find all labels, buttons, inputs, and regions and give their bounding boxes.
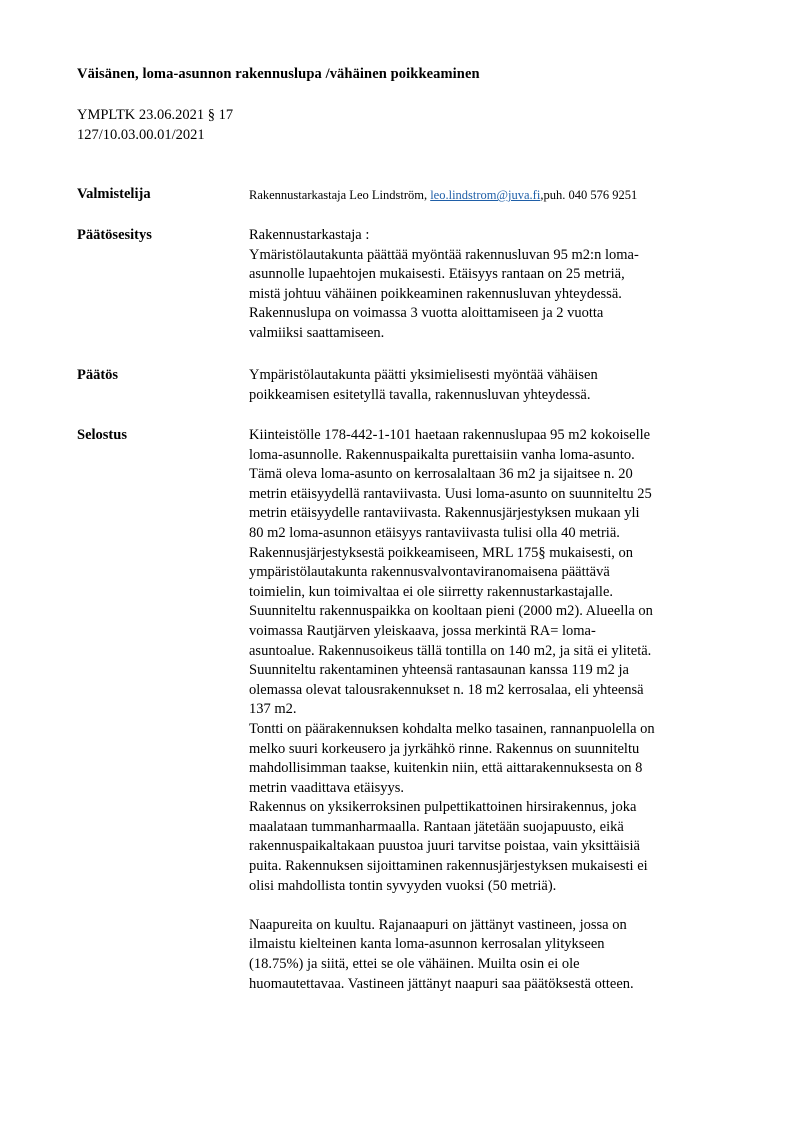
paatosesitys-line: Ymäristölautakunta päättää myöntää rakennusluvan 95 m2:n loma- <box>249 246 639 263</box>
selostus-line: 137 m2. <box>249 701 297 718</box>
selostus-line: metrin etäisyydellä rantaviivasta. Uusi loma-asunto on suunniteltu 25 <box>249 485 652 502</box>
selostus-line: asuntoalue. Rakennusoikeus tällä tontilla on 140 m2, ja sitä ei ylitetä. <box>249 642 652 659</box>
paatos-label: Päätös <box>77 367 119 383</box>
selostus-line: (18.75%) ja siitä, ettei se ole vähäinen. Muilta osin ei ole <box>249 956 580 973</box>
selostus-line: puita. Rakennuksen sijoittaminen rakennusjärjestyksen mukaisesti ei <box>249 858 648 875</box>
selostus-line: Suunniteltu rakentaminen yhteensä rantasaunan kanssa 119 m2 ja <box>249 662 629 679</box>
selostus-line: Rakennus on yksikerroksinen pulpettikattoinen hirsirakennus, joka <box>249 799 637 816</box>
paatos-line: Ympäristölautakunta päätti yksimielisesti myöntää vähäisen <box>249 367 598 383</box>
selostus-line: melko suuri korkeusero ja jyrkähkö rinne. Rakennus on suunniteltu <box>249 740 640 757</box>
valmistelija-text <box>249 188 637 203</box>
paatos-line: poikkeamisen esitetyllä tavalla, rakennusluvan yhteydessä. <box>249 386 591 403</box>
selostus-line: metrin etäisyydelle rantaviivasta. Rakennusjärjestyksen mukaan yli <box>249 505 640 522</box>
selostus-line: Rakennusjärjestyksestä poikkeamiseen, MRL 175§ mukaisesti, on <box>249 544 634 561</box>
selostus-line: Suunniteltu rakennuspaikka on kooltaan pieni (2000 m2). Alueella on <box>249 603 653 620</box>
selostus-line: Kiinteistölle 178-442-1-101 haetaan rakennuslupaa 95 m2 kokoiselle <box>249 427 651 443</box>
selostus-line: mahdollisimman taakse, kuitenkin niin, että aittarakennuksesta on 8 <box>249 760 643 777</box>
paatosesitys-line: Rakennustarkastaja : <box>249 227 370 243</box>
selostus-line: maalataan tummanharmaalla. Rantaan jätetään suojapuusto, eikä <box>249 818 624 835</box>
selostus-line: loma-asunnolle. Rakennuspaikalta purettaisiin vanha loma-asunto. <box>249 446 635 463</box>
selostus-line: voimassa Rautjärven yleiskaava, jossa merkintä RA= loma- <box>249 622 596 639</box>
selostus-line: Naapureita on kuultu. Rajanaapuri on jättänyt vastineen, jossa on <box>249 916 627 933</box>
selostus-body <box>249 426 749 994</box>
paatosesitys-line: mistä johtuu vähäinen poikkeaminen rakennusluvan yhteydessä. <box>249 285 622 302</box>
paatosesitys-line: Rakennuslupa on voimassa 3 vuotta aloittamiseen ja 2 vuotta <box>249 305 604 322</box>
paatosesitys-line: asunnolle lupaehtojen mukaisesti. Etäisyys rantaan on 25 metriä, <box>249 266 625 283</box>
paatosesitys-body <box>249 226 749 344</box>
document-title: Väisänen, loma-asunnon rakennuslupa /vähäinen poikkeaminen <box>77 66 480 82</box>
selostus-line: ympäristölautakunta rakennusvalvontaviranomaisena päättävä <box>249 564 610 581</box>
selostus-line: 80 m2 loma-asunnon etäisyys rantaviivasta tulisi olla 40 metriä. <box>249 524 620 541</box>
selostus-line: olisi mahdollista tontin syvyyden vuoksi (50 metriä). <box>249 877 557 894</box>
valmistelija-label: Valmistelija <box>77 186 151 202</box>
selostus-line: Tontti on päärakennuksen kohdalta melko tasainen, rannanpuolella on <box>249 720 655 737</box>
preparer-name: Rakennustarkastaja Leo Lindström, <box>249 188 431 202</box>
selostus-line: toimielin, kun toimivaltaa ei ole siirretty rakennustarkastajalle. <box>249 583 614 600</box>
meeting-reference: YMPLTK 23.06.2021 § 17 <box>77 107 234 123</box>
selostus-line: rakennuspaikaltakaan puustoa juuri tarvitse poistaa, vain yksittäisiä <box>249 838 640 855</box>
paatosesitys-line: valmiiksi saattamiseen. <box>249 324 385 341</box>
selostus-line: metrin vaadittava etäisyys. <box>249 779 405 796</box>
selostus-line: huomautettavaa. Vastineen jättänyt naapuri saa päätöksestä otteen. <box>249 975 634 992</box>
paatos-body <box>249 366 749 405</box>
record-number: 127/10.03.00.01/2021 <box>77 127 205 143</box>
selostus-line: Tämä oleva loma-asunto on kerrosalaltaan 36 m2 ja sijaitsee n. 20 <box>249 466 633 483</box>
phone-number: ,puh. 040 576 9251 <box>540 188 638 202</box>
paragraph-spacer <box>249 896 749 916</box>
selostus-line: olemassa olevat talousrakennukset n. 18 m2 kerrosalaa, eli yhteensä <box>249 681 644 698</box>
selostus-label: Selostus <box>77 427 127 443</box>
email-link[interactable]: leo.lindstrom@juva.fi <box>430 188 541 202</box>
selostus-line: ilmaistu kielteinen kanta loma-asunnon kerrosalan ylitykseen <box>249 936 605 953</box>
paatosesitys-label: Päätösesitys <box>77 227 152 243</box>
